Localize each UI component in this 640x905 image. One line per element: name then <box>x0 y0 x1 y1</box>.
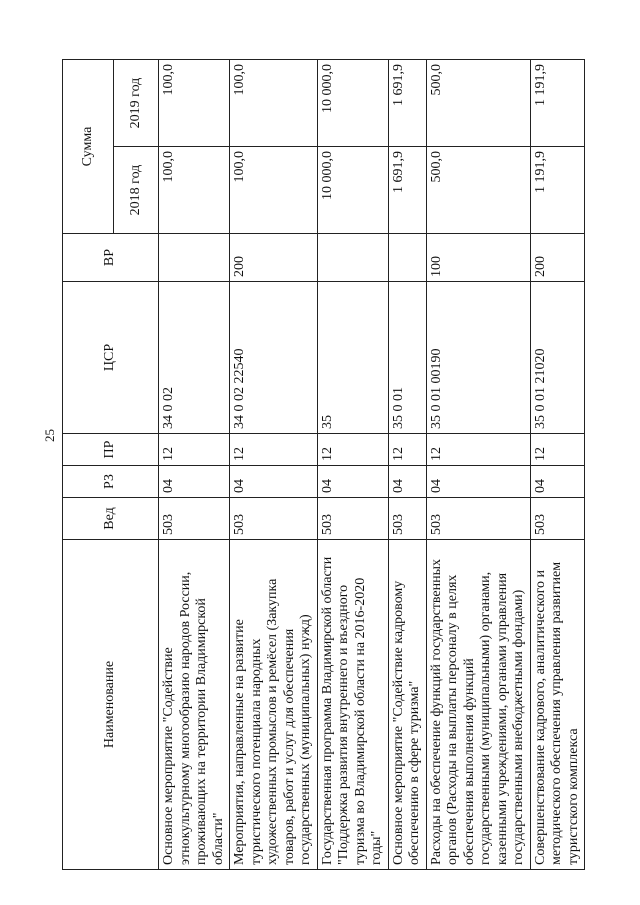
row-pr: 12 <box>317 434 388 466</box>
row-ved: 503 <box>388 498 426 540</box>
row-vr <box>317 234 388 282</box>
budget-table-rotated <box>62 60 594 870</box>
row-pr: 12 <box>530 434 585 466</box>
row-amount-2019: 100,0 <box>159 60 230 147</box>
row-csr: 35 0 01 21020 <box>530 282 585 434</box>
row-vr <box>388 234 426 282</box>
row-ved: 503 <box>426 498 530 540</box>
row-amount-2018: 1 191,9 <box>530 147 585 234</box>
row-amount-2019: 1 191,9 <box>530 60 585 147</box>
row-amount-2019: 500,0 <box>426 60 530 147</box>
row-amount-2019: 10 000,0 <box>317 60 388 147</box>
table-row <box>530 60 585 870</box>
row-amount-2018: 1 691,9 <box>388 147 426 234</box>
header-year-2019: 2019 год <box>114 60 159 147</box>
row-rz: 04 <box>426 466 530 498</box>
table-row <box>317 60 388 870</box>
row-rz: 04 <box>230 466 318 498</box>
row-name: Основное мероприятие "Содействие этнокультурному многообразию народов России, проживающих на территории Владимирской области" <box>159 540 230 870</box>
header-name: Наименование <box>63 540 159 870</box>
row-amount-2018: 100,0 <box>159 147 230 234</box>
row-name: Основное мероприятие "Содействие кадровому обеспечению в сфере туризма" <box>388 540 426 870</box>
row-vr: 200 <box>530 234 585 282</box>
row-csr: 34 0 02 <box>159 282 230 434</box>
header-csr: ЦСР <box>63 282 159 434</box>
row-vr <box>159 234 230 282</box>
header-row <box>63 60 114 870</box>
row-name: Государственная программа Владимирской области "Поддержка развития внутреннего и въездного туризма во Владимирской области на 2016-2020 годы" <box>317 540 388 870</box>
row-csr: 34 0 02 22540 <box>230 282 318 434</box>
row-amount-2018: 500,0 <box>426 147 530 234</box>
row-rz: 04 <box>317 466 388 498</box>
row-csr: 35 0 01 <box>388 282 426 434</box>
table-row <box>230 60 318 870</box>
row-amount-2018: 10 000,0 <box>317 147 388 234</box>
header-vr: ВР <box>63 234 159 282</box>
table-row <box>388 60 426 870</box>
row-pr: 12 <box>388 434 426 466</box>
row-ved: 503 <box>230 498 318 540</box>
table-row <box>426 60 530 870</box>
row-pr: 12 <box>230 434 318 466</box>
row-amount-2019: 1 691,9 <box>388 60 426 147</box>
header-pr: ПР <box>63 434 159 466</box>
row-ved: 503 <box>159 498 230 540</box>
row-vr: 100 <box>426 234 530 282</box>
row-name: Мероприятия, направленные на развитие туристического потенциала народных художественных промыслов и ремёсел (Закупка товаров, работ и услуг для обеспечения государственных (муниципальных) нужд) <box>230 540 318 870</box>
row-csr: 35 0 01 00190 <box>426 282 530 434</box>
row-vr: 200 <box>230 234 318 282</box>
row-pr: 12 <box>159 434 230 466</box>
row-pr: 12 <box>426 434 530 466</box>
header-rz: РЗ <box>63 466 159 498</box>
row-rz: 04 <box>159 466 230 498</box>
row-ved: 503 <box>317 498 388 540</box>
header-year-2018: 2018 год <box>114 147 159 234</box>
row-ved: 503 <box>530 498 585 540</box>
row-csr: 35 <box>317 282 388 434</box>
header-sum: Сумма <box>63 60 114 234</box>
row-rz: 04 <box>388 466 426 498</box>
row-name: Расходы на обеспечение функций государственных органов (Расходы на выплаты персоналу в целях обеспечения выполнения функций государственными (муниципальными) органами, казенными учреждениями, органами управления государственными внебюджетными фондами) <box>426 540 530 870</box>
table-row <box>159 60 230 870</box>
row-name: Совершенствование кадрового, аналитического и методического обеспечения управления развитием туристского комплекса <box>530 540 585 870</box>
row-amount-2018: 100,0 <box>230 147 318 234</box>
row-rz: 04 <box>530 466 585 498</box>
page-number: 25 <box>42 429 57 442</box>
budget-table <box>62 59 585 870</box>
header-ved: Вед <box>63 498 159 540</box>
row-amount-2019: 100,0 <box>230 60 318 147</box>
